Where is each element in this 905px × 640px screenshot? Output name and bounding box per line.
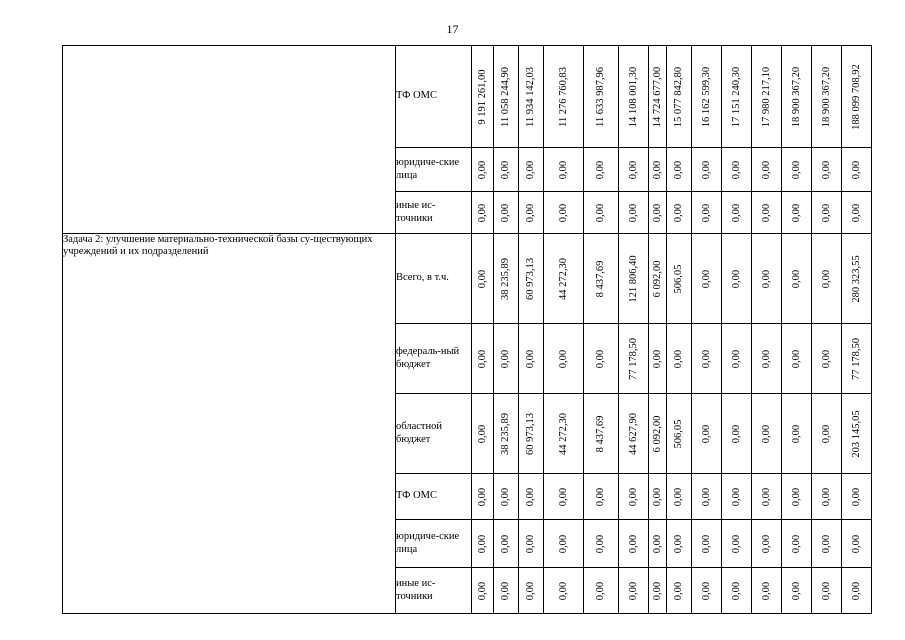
value-text: 0,00 <box>790 424 802 443</box>
value-cell <box>782 192 812 234</box>
value-text: 0,00 <box>594 581 606 600</box>
task-cell: Задача 2: улучшение материально-технической базы су-ществующих учреждений и их подразделений <box>63 234 396 614</box>
value-cell <box>584 324 619 394</box>
value-text: 0,00 <box>730 424 742 443</box>
value-text: 60 973,13 <box>524 257 536 300</box>
value-cell <box>722 520 752 568</box>
value-text: 0,00 <box>760 581 772 600</box>
value-cell <box>494 148 519 192</box>
value-text: 18 900 367,20 <box>790 66 802 127</box>
value-cell <box>472 46 494 148</box>
value-text: 0,00 <box>627 487 639 506</box>
value-cell <box>619 474 649 520</box>
value-text: 0,00 <box>594 349 606 368</box>
value-text: 0,00 <box>700 160 712 179</box>
value-text: 0,00 <box>627 160 639 179</box>
value-cell <box>649 192 667 234</box>
value-cell <box>842 474 872 520</box>
value-text: 0,00 <box>760 349 772 368</box>
value-text: 0,00 <box>594 203 606 222</box>
funding-source-cell: Всего, в т.ч. <box>396 234 472 324</box>
value-cell <box>752 324 782 394</box>
value-cell <box>584 520 619 568</box>
value-cell <box>649 474 667 520</box>
value-cell <box>472 520 494 568</box>
value-cell <box>619 192 649 234</box>
value-text: 0,00 <box>476 487 488 506</box>
value-text: 0,00 <box>524 581 536 600</box>
value-cell <box>752 568 782 614</box>
value-cell <box>667 520 692 568</box>
value-text: 0,00 <box>850 160 862 179</box>
value-text: 0,00 <box>476 534 488 553</box>
value-cell <box>519 474 544 520</box>
value-text: 0,00 <box>820 534 832 553</box>
value-cell <box>842 394 872 474</box>
value-cell <box>544 394 584 474</box>
value-text: 44 627,90 <box>627 412 639 455</box>
value-cell <box>619 520 649 568</box>
value-text: 0,00 <box>790 160 802 179</box>
value-cell <box>752 148 782 192</box>
value-text: 11 633 987,96 <box>594 66 606 127</box>
value-text: 0,00 <box>557 203 569 222</box>
value-text: 6 092,00 <box>651 415 663 452</box>
value-cell <box>752 46 782 148</box>
value-cell <box>782 474 812 520</box>
value-cell <box>752 474 782 520</box>
value-cell <box>782 394 812 474</box>
value-cell <box>649 148 667 192</box>
value-cell <box>494 394 519 474</box>
value-cell <box>619 46 649 148</box>
value-text: 0,00 <box>790 349 802 368</box>
funding-source-cell: юридиче-ские лица <box>396 520 472 568</box>
value-text: 0,00 <box>627 203 639 222</box>
value-text: 0,00 <box>700 349 712 368</box>
value-text: 121 806,40 <box>627 254 639 303</box>
value-text: 0,00 <box>557 534 569 553</box>
value-cell <box>692 46 722 148</box>
value-text: 18 900 367,20 <box>820 66 832 127</box>
value-cell <box>692 192 722 234</box>
value-text: 0,00 <box>524 487 536 506</box>
value-cell <box>544 324 584 394</box>
value-cell <box>722 474 752 520</box>
value-cell <box>667 394 692 474</box>
value-cell <box>692 234 722 324</box>
value-cell <box>842 234 872 324</box>
value-text: 77 178,50 <box>850 337 862 380</box>
value-text: 11 934 142,03 <box>524 66 536 127</box>
value-text: 77 178,50 <box>627 337 639 380</box>
funding-source-cell: ТФ ОМС <box>396 46 472 148</box>
value-text: 0,00 <box>627 581 639 600</box>
value-cell <box>667 192 692 234</box>
value-cell <box>782 568 812 614</box>
value-text: 0,00 <box>700 487 712 506</box>
value-cell <box>782 148 812 192</box>
value-cell <box>812 148 842 192</box>
value-text: 0,00 <box>557 349 569 368</box>
value-cell <box>544 148 584 192</box>
value-text: 0,00 <box>651 349 663 368</box>
value-text: 44 272,30 <box>557 412 569 455</box>
funding-source-cell: федераль-ный бюджет <box>396 324 472 394</box>
value-text: 0,00 <box>476 424 488 443</box>
value-cell <box>584 394 619 474</box>
value-cell <box>519 234 544 324</box>
value-text: 0,00 <box>627 534 639 553</box>
table-row <box>63 234 872 324</box>
value-cell <box>722 234 752 324</box>
value-text: 0,00 <box>594 487 606 506</box>
value-cell <box>619 394 649 474</box>
value-text: 0,00 <box>850 534 862 553</box>
value-text: 38 235,89 <box>499 412 511 455</box>
value-text: 0,00 <box>700 424 712 443</box>
value-cell <box>494 46 519 148</box>
value-cell <box>472 394 494 474</box>
value-text: 0,00 <box>820 581 832 600</box>
value-text: 0,00 <box>651 534 663 553</box>
value-cell <box>472 568 494 614</box>
value-text: 0,00 <box>594 534 606 553</box>
value-text: 0,00 <box>820 269 832 288</box>
value-cell <box>782 520 812 568</box>
value-text: 506,05 <box>672 264 684 293</box>
value-cell <box>472 234 494 324</box>
value-cell <box>752 234 782 324</box>
value-cell <box>584 148 619 192</box>
value-cell <box>472 148 494 192</box>
page-number: 17 <box>446 22 459 36</box>
value-cell <box>519 192 544 234</box>
value-cell <box>544 46 584 148</box>
value-text: 0,00 <box>820 203 832 222</box>
value-text: 0,00 <box>850 203 862 222</box>
value-text: 0,00 <box>499 160 511 179</box>
value-text: 0,00 <box>672 534 684 553</box>
value-text: 0,00 <box>700 581 712 600</box>
budget-table <box>62 45 872 614</box>
value-cell <box>812 394 842 474</box>
value-cell <box>812 46 842 148</box>
value-cell <box>812 324 842 394</box>
value-text: 0,00 <box>790 203 802 222</box>
value-cell <box>649 520 667 568</box>
value-text: 0,00 <box>651 160 663 179</box>
value-text: 0,00 <box>557 487 569 506</box>
value-text: 0,00 <box>760 487 772 506</box>
value-text: 0,00 <box>524 534 536 553</box>
value-text: 0,00 <box>557 160 569 179</box>
value-text: 0,00 <box>476 269 488 288</box>
value-cell <box>619 324 649 394</box>
funding-source-cell: иные ис-точники <box>396 568 472 614</box>
value-cell <box>752 192 782 234</box>
funding-source-cell: ТФ ОМС <box>396 474 472 520</box>
value-text: 0,00 <box>730 269 742 288</box>
value-cell <box>519 324 544 394</box>
value-cell <box>812 568 842 614</box>
value-cell <box>722 46 752 148</box>
value-text: 8 437,69 <box>594 415 606 452</box>
value-cell <box>649 394 667 474</box>
value-text: 0,00 <box>820 424 832 443</box>
value-cell <box>494 192 519 234</box>
value-text: 0,00 <box>651 487 663 506</box>
value-cell <box>619 234 649 324</box>
value-text: 506,05 <box>672 419 684 448</box>
value-text: 0,00 <box>476 581 488 600</box>
value-cell <box>722 192 752 234</box>
value-text: 188 099 708,92 <box>850 63 862 130</box>
value-cell <box>842 192 872 234</box>
value-text: 17 980 217,10 <box>760 66 772 127</box>
value-cell <box>667 324 692 394</box>
value-text: 0,00 <box>760 269 772 288</box>
value-text: 0,00 <box>499 534 511 553</box>
value-cell <box>842 520 872 568</box>
value-cell <box>649 234 667 324</box>
value-cell <box>812 234 842 324</box>
value-text: 0,00 <box>850 487 862 506</box>
value-cell <box>619 568 649 614</box>
value-text: 8 437,69 <box>594 260 606 297</box>
value-cell <box>692 148 722 192</box>
value-text: 0,00 <box>499 349 511 368</box>
value-cell <box>782 324 812 394</box>
value-text: 16 162 599,30 <box>700 66 712 127</box>
funding-source-cell: юридиче-ские лица <box>396 148 472 192</box>
value-text: 0,00 <box>700 203 712 222</box>
value-cell <box>544 474 584 520</box>
value-cell <box>472 192 494 234</box>
value-text: 0,00 <box>476 160 488 179</box>
value-cell <box>782 234 812 324</box>
value-text: 14 108 001,30 <box>627 66 639 127</box>
value-cell <box>752 520 782 568</box>
value-cell <box>544 192 584 234</box>
value-cell <box>519 394 544 474</box>
value-cell <box>649 324 667 394</box>
value-cell <box>494 234 519 324</box>
value-text: 9 191 261,00 <box>476 68 488 125</box>
value-text: 0,00 <box>700 269 712 288</box>
value-text: 0,00 <box>476 203 488 222</box>
value-text: 0,00 <box>820 160 832 179</box>
value-cell <box>667 148 692 192</box>
funding-source-cell: областной бюджет <box>396 394 472 474</box>
value-text: 0,00 <box>672 487 684 506</box>
value-cell <box>584 568 619 614</box>
value-cell <box>842 324 872 394</box>
value-text: 17 151 240,30 <box>730 66 742 127</box>
value-cell <box>692 324 722 394</box>
value-text: 0,00 <box>499 487 511 506</box>
value-cell <box>667 474 692 520</box>
value-cell <box>649 46 667 148</box>
value-cell <box>692 474 722 520</box>
value-text: 60 973,13 <box>524 412 536 455</box>
value-cell <box>812 192 842 234</box>
value-text: 15 077 842,80 <box>672 66 684 127</box>
value-text: 0,00 <box>730 581 742 600</box>
value-text: 0,00 <box>850 581 862 600</box>
value-text: 0,00 <box>651 581 663 600</box>
value-cell <box>519 568 544 614</box>
value-text: 0,00 <box>557 581 569 600</box>
value-cell <box>519 520 544 568</box>
value-text: 0,00 <box>700 534 712 553</box>
value-cell <box>722 324 752 394</box>
value-cell <box>544 520 584 568</box>
value-cell <box>494 568 519 614</box>
value-cell <box>544 234 584 324</box>
value-text: 0,00 <box>760 203 772 222</box>
value-cell <box>812 474 842 520</box>
table-row <box>63 46 872 148</box>
value-cell <box>584 474 619 520</box>
value-text: 0,00 <box>499 203 511 222</box>
value-text: 0,00 <box>820 349 832 368</box>
value-cell <box>782 46 812 148</box>
value-text: 0,00 <box>672 203 684 222</box>
value-text: 0,00 <box>760 534 772 553</box>
value-text: 0,00 <box>672 349 684 368</box>
value-text: 0,00 <box>760 160 772 179</box>
value-cell <box>722 568 752 614</box>
value-cell <box>667 46 692 148</box>
value-text: 0,00 <box>594 160 606 179</box>
value-cell <box>842 568 872 614</box>
value-cell <box>472 324 494 394</box>
value-text: 0,00 <box>524 203 536 222</box>
value-text: 0,00 <box>524 160 536 179</box>
value-text: 0,00 <box>730 203 742 222</box>
value-text: 0,00 <box>499 581 511 600</box>
value-text: 0,00 <box>476 349 488 368</box>
value-text: 0,00 <box>760 424 772 443</box>
value-text: 0,00 <box>730 487 742 506</box>
value-text: 0,00 <box>672 160 684 179</box>
value-cell <box>752 394 782 474</box>
value-cell <box>519 148 544 192</box>
value-text: 6 092,00 <box>651 260 663 297</box>
value-cell <box>692 568 722 614</box>
value-cell <box>584 46 619 148</box>
value-cell <box>812 520 842 568</box>
value-cell <box>692 520 722 568</box>
value-cell <box>544 568 584 614</box>
value-text: 0,00 <box>730 160 742 179</box>
value-text: 0,00 <box>730 349 742 368</box>
value-cell <box>494 520 519 568</box>
value-text: 280 323,55 <box>850 254 862 303</box>
value-cell <box>667 568 692 614</box>
value-cell <box>494 324 519 394</box>
value-cell <box>619 148 649 192</box>
value-text: 0,00 <box>790 581 802 600</box>
value-text: 38 235,89 <box>499 257 511 300</box>
value-text: 11 276 760,83 <box>557 66 569 127</box>
value-cell <box>472 474 494 520</box>
value-text: 0,00 <box>790 534 802 553</box>
value-text: 0,00 <box>790 269 802 288</box>
value-cell <box>649 568 667 614</box>
value-cell <box>842 148 872 192</box>
value-text: 0,00 <box>651 203 663 222</box>
value-cell <box>584 234 619 324</box>
value-text: 0,00 <box>820 487 832 506</box>
value-text: 14 724 677,00 <box>651 66 663 127</box>
value-text: 11 058 244,90 <box>499 66 511 127</box>
value-cell <box>494 474 519 520</box>
value-cell <box>722 394 752 474</box>
value-cell <box>722 148 752 192</box>
value-cell <box>584 192 619 234</box>
value-cell <box>692 394 722 474</box>
funding-source-cell: иные ис-точники <box>396 192 472 234</box>
value-text: 0,00 <box>790 487 802 506</box>
value-cell <box>667 234 692 324</box>
value-cell <box>519 46 544 148</box>
task-cell <box>63 46 396 234</box>
value-cell <box>842 46 872 148</box>
value-text: 203 145,05 <box>850 409 862 458</box>
value-text: 0,00 <box>672 581 684 600</box>
value-text: 0,00 <box>730 534 742 553</box>
value-text: 0,00 <box>524 349 536 368</box>
value-text: 44 272,30 <box>557 257 569 300</box>
